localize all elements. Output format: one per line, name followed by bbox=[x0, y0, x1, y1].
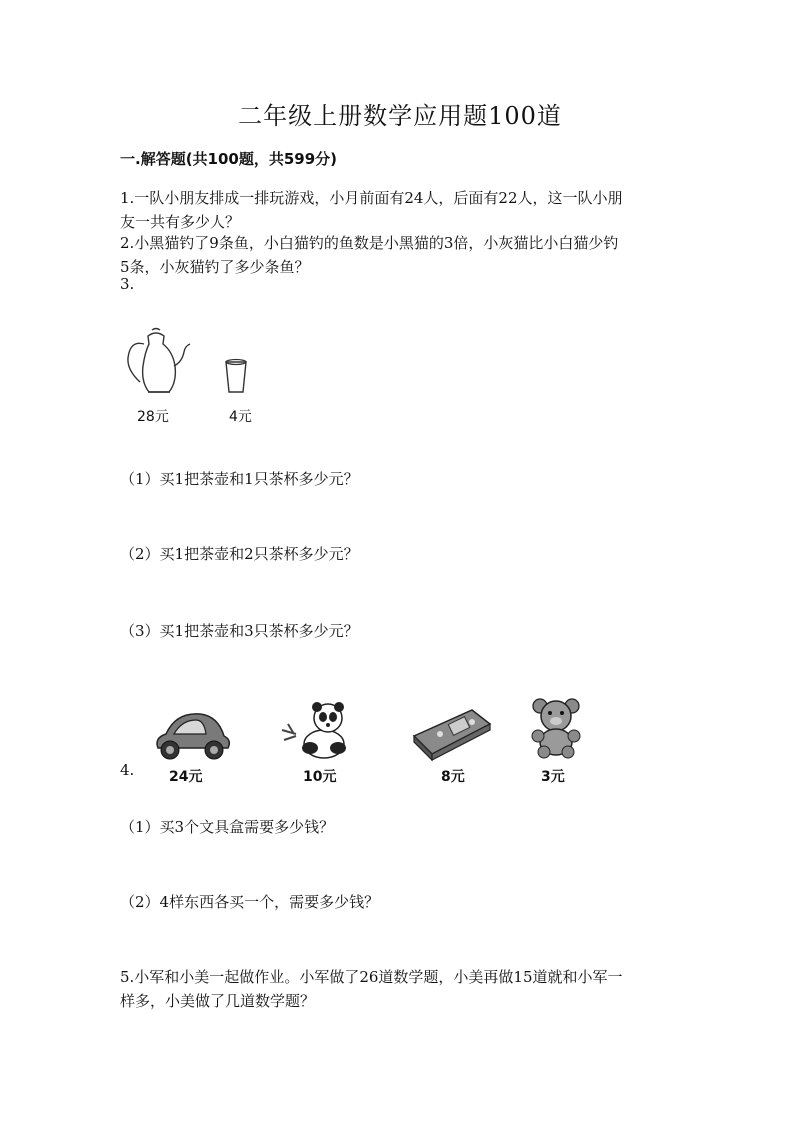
question-2-line-1: 2.小黑猫钓了9条鱼，小白猫钓的鱼数是小黑猫的3倍，小灰猫比小白猫少钓 bbox=[120, 234, 619, 252]
question-1-line-2: 友一共有多少人？ bbox=[120, 213, 241, 231]
pencil-box-price: 8元 bbox=[441, 769, 465, 785]
toy-car-icon bbox=[152, 708, 232, 762]
question-3-sub-2: （2）买1把茶壶和2只茶杯多少元？ bbox=[120, 545, 359, 563]
question-3-number: 3. bbox=[120, 275, 135, 293]
question-1 bbox=[120, 186, 680, 234]
question-4-number: 4. bbox=[120, 761, 135, 779]
question-3-sub-3: （3）买1把茶壶和3只茶杯多少元？ bbox=[120, 622, 359, 640]
teapot-price: 28元 bbox=[137, 409, 169, 425]
question-5 bbox=[120, 965, 680, 1013]
teapot-icon bbox=[122, 326, 192, 398]
page-title: 二年级上册数学应用题100道 bbox=[238, 102, 562, 130]
cup-icon bbox=[224, 358, 248, 394]
teddy-bear-icon bbox=[528, 696, 584, 758]
question-3-sub-1: （1）买1把茶壶和1只茶杯多少元？ bbox=[120, 470, 359, 488]
cup-price: 4元 bbox=[229, 409, 252, 425]
question-5-line-1: 5.小军和小美一起做作业。小军做了26道数学题，小美再做15道就和小军一 bbox=[120, 968, 623, 986]
question-4-sub-1: （1）买3个文具盒需要多少钱？ bbox=[120, 818, 335, 836]
panda-icon bbox=[280, 700, 350, 760]
question-1-line-1: 1.一队小朋友排成一排玩游戏，小月前面有24人，后面有22人，这一队小朋 bbox=[120, 189, 623, 207]
question-5-line-2: 样多，小美做了几道数学题？ bbox=[120, 992, 316, 1010]
teddy-bear-price: 3元 bbox=[541, 769, 565, 785]
pencil-box-icon bbox=[410, 702, 494, 760]
question-2-line-2: 5条，小灰猫钓了多少条鱼？ bbox=[120, 258, 310, 276]
section-heading: 一.解答题(共100题，共599分) bbox=[120, 150, 338, 168]
toy-car-price: 24元 bbox=[169, 769, 203, 785]
panda-price: 10元 bbox=[303, 769, 337, 785]
question-4-sub-2: （2）4样东西各买一个，需要多少钱？ bbox=[120, 893, 380, 911]
